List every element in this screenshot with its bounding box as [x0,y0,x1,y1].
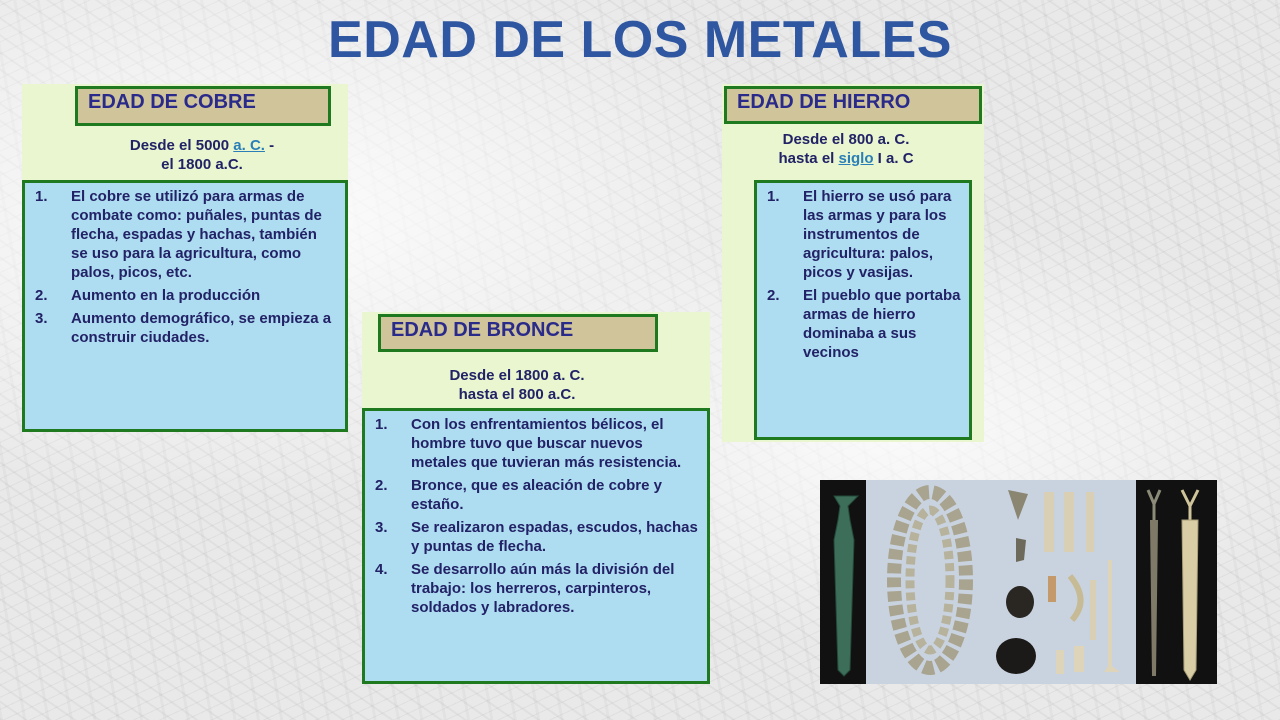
dates-cobre-pre: Desde el 5000 [129,137,234,154]
label-hierro: EDAD DE HIERRO [724,86,982,124]
dates-bronce [392,366,642,404]
list-item [35,309,337,347]
artifacts-photo [820,480,1217,684]
dates-cobre-post: - [264,137,275,154]
link-ac[interactable]: a. C. [233,137,265,154]
label-bronce: EDAD DE BRONCE [378,314,658,352]
label-cobre: EDAD DE COBRE [75,86,331,126]
list-item [35,187,337,282]
list-bronce [362,408,710,684]
list-item-number: 2. [35,287,48,304]
dates-bronce-line1: Desde el 1800 a. C. [449,367,585,384]
list-item-number: 3. [375,519,388,536]
list-item-text: Aumento en la producción [71,287,261,304]
list-cobre [22,180,348,432]
dates-hierro-pre: hasta el [778,150,839,167]
panel-cobre [22,84,348,432]
dates-bronce-line2: hasta el 800 a.C. [458,386,576,403]
list-item-text: Se realizaron espadas, escudos, hachas y puntas de flecha. [411,519,698,555]
list-item-text: Bronce, que es aleación de cobre y estaño. [411,477,662,513]
list-item-number: 2. [375,477,388,494]
dates-hierro-post: I a. C [873,150,914,167]
panel-bronce [362,312,710,684]
artifacts-illustration [820,480,1217,684]
list-item [35,286,337,305]
list-item-text: Con los enfrentamientos bélicos, el hombre tuvo que buscar nuevos metales que tuvieran más resistencia. [411,416,682,471]
list-item [375,518,699,556]
list-item [375,476,699,514]
list-item-number: 3. [35,310,48,327]
list-item [767,187,961,282]
list-item-number: 1. [35,188,48,205]
dates-cobre [72,136,332,174]
list-item-number: 1. [767,188,780,205]
list-item-text: Se desarrollo aún más la división del trabajo: los herreros, carpinteros, soldados y labradores. [411,561,675,616]
list-item-text: Aumento demográfico, se empieza a construir ciudades. [71,310,332,346]
dates-hierro [728,130,964,168]
list-item-number: 1. [375,416,388,433]
list-item-text: El pueblo que portaba armas de hierro dominaba a sus vecinos [803,287,961,361]
link-siglo[interactable]: siglo [838,150,874,167]
list-item-text: El cobre se utilizó para armas de combate como: puñales, puntas de flecha, espadas y hachas, también se uso para la agricultura, como palos, picos, etc. [71,188,322,281]
list-item-number: 4. [375,561,388,578]
list-item [375,415,699,472]
list-item-text: El hierro se usó para las armas y para los instrumentos de agricultura: palos, picos y vasijas. [803,188,952,281]
page-title: EDAD DE LOS METALES [328,11,952,69]
panel-hierro [722,84,984,442]
list-hierro [754,180,972,440]
dates-cobre-line2: el 1800 a.C. [161,156,243,173]
list-item [767,286,961,362]
list-item-number: 2. [767,287,780,304]
list-item [375,560,699,617]
dates-hierro-line1: Desde el 800 a. C. [782,131,910,148]
